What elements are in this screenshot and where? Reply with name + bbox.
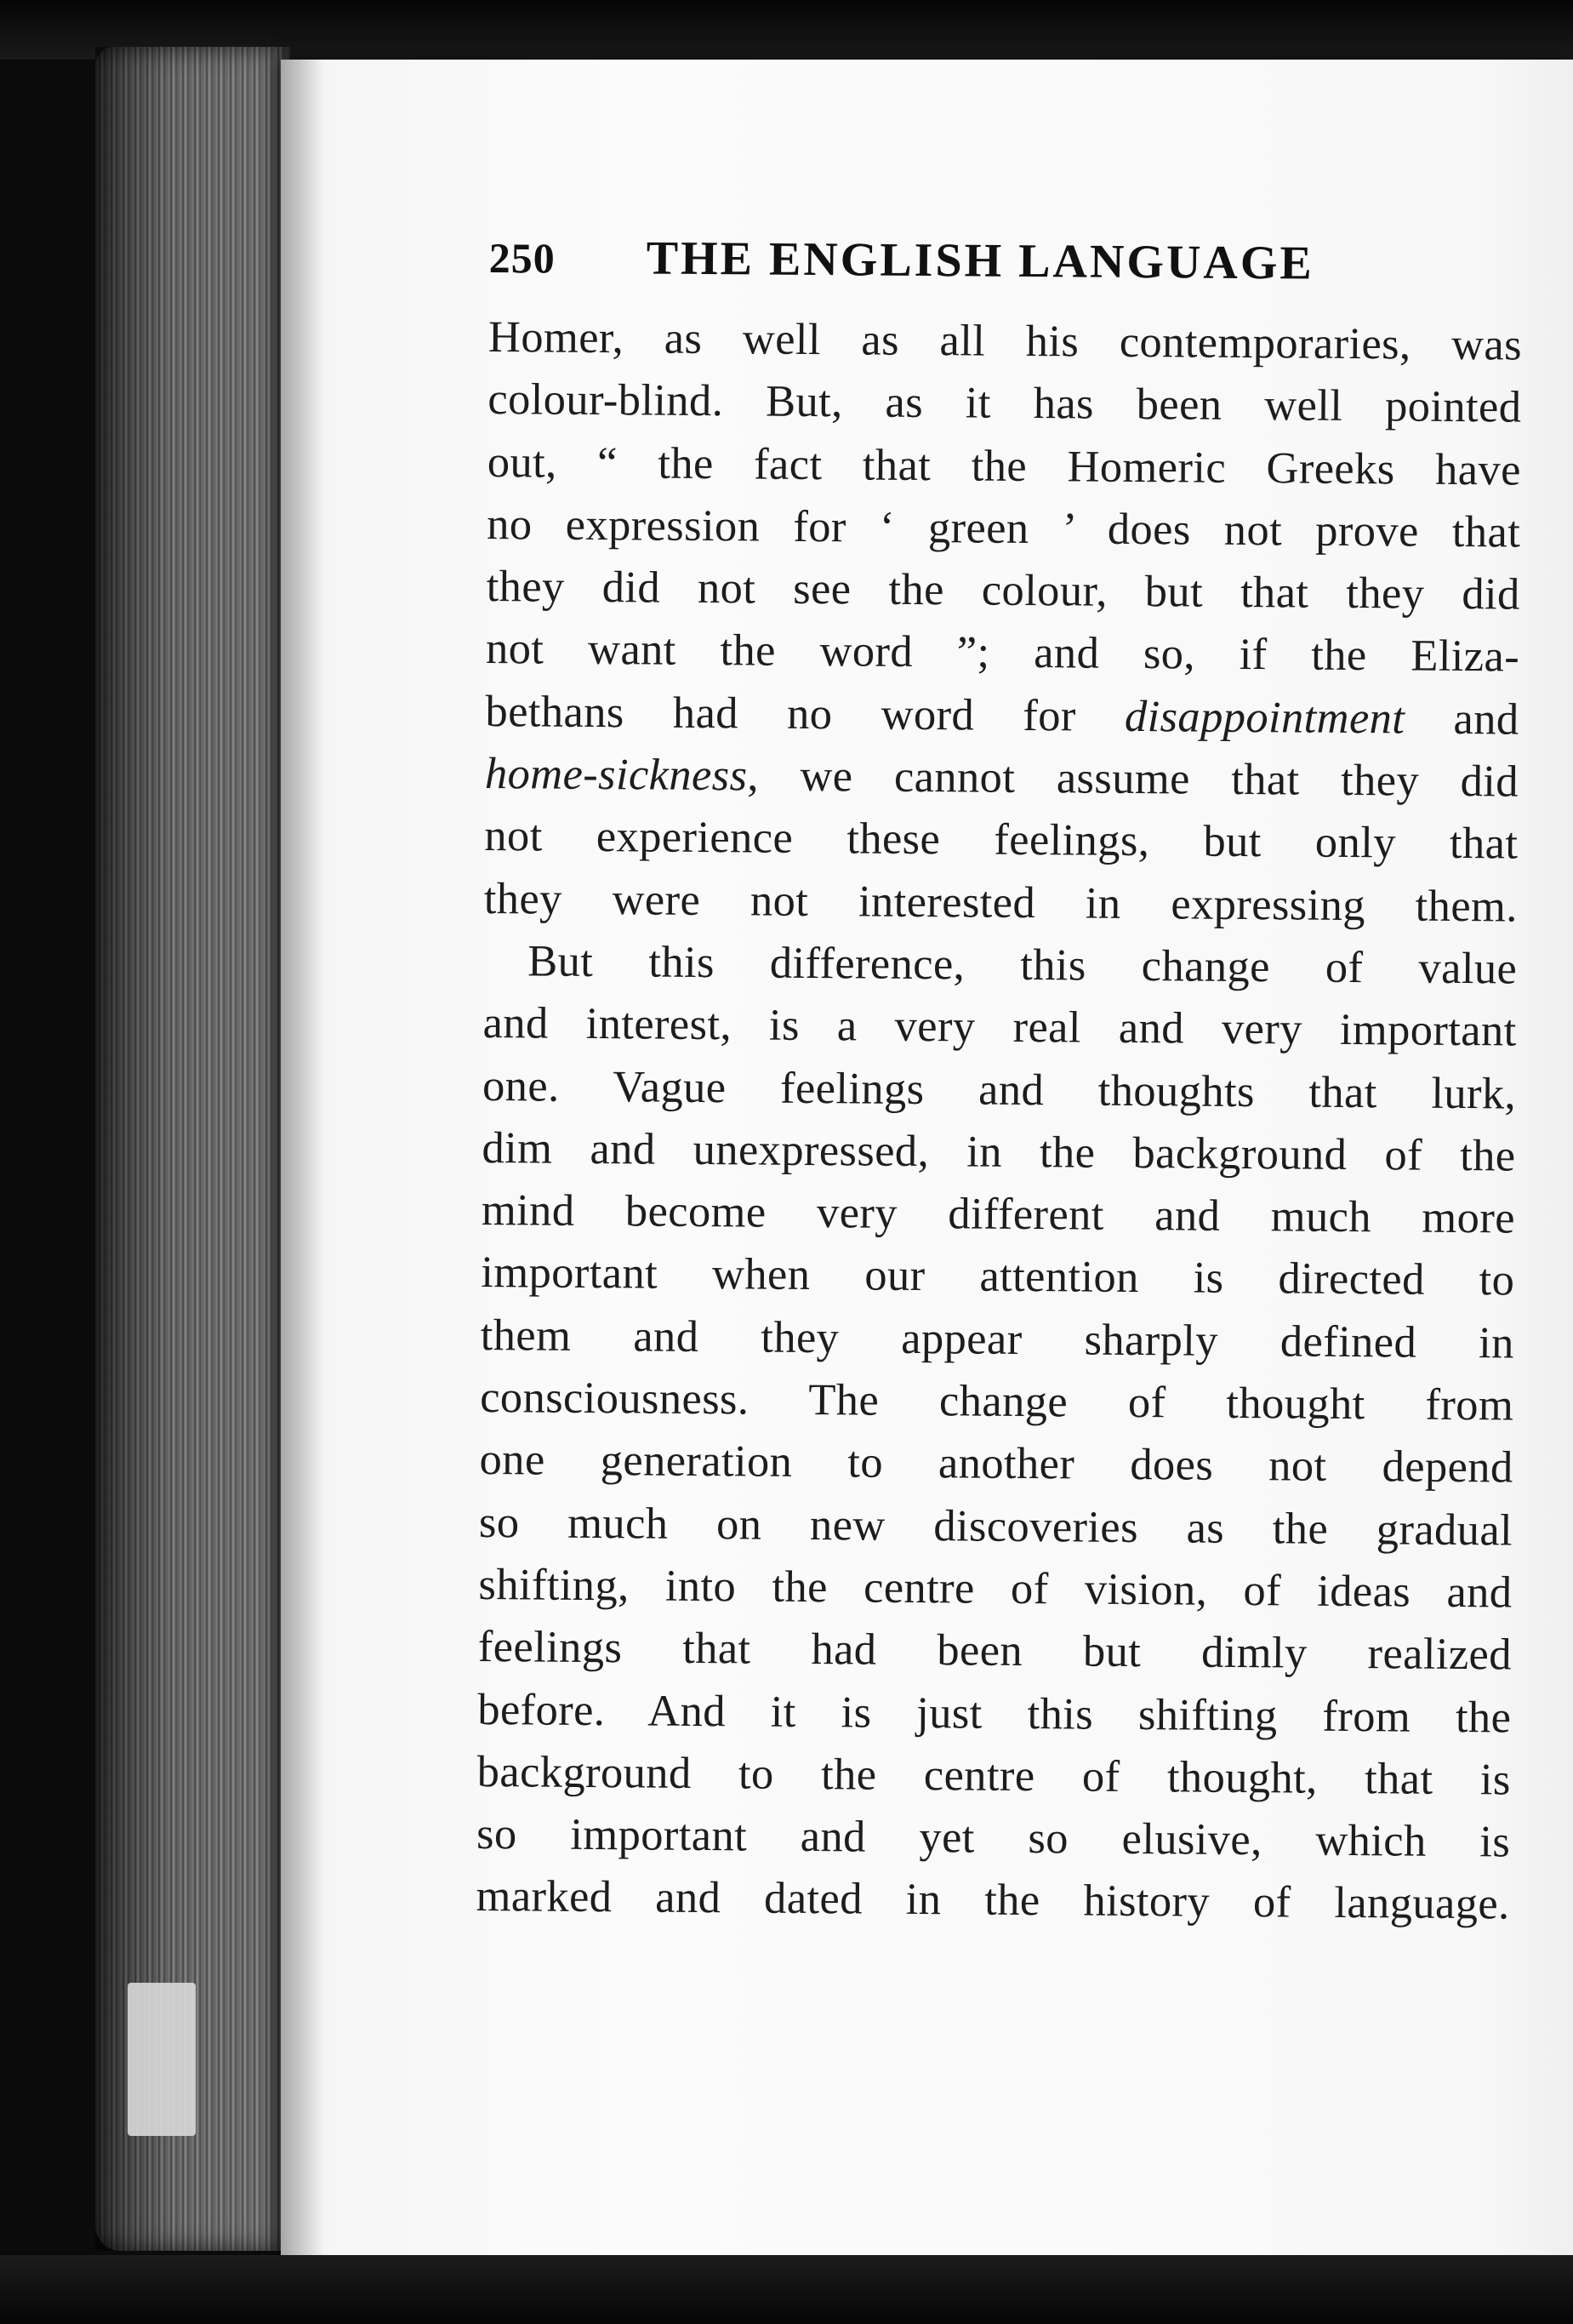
page-text-block xyxy=(476,230,1523,1936)
text-line: feelings that had been but dimly realized xyxy=(477,1622,1513,1680)
paragraph-2 xyxy=(476,930,1517,1936)
paragraph-1 xyxy=(484,306,1523,938)
text-line: they did not see the colour, but that they did xyxy=(486,562,1520,620)
text-line: shifting, into the centre of vision, of ideas and xyxy=(478,1559,1513,1618)
text-line: out, “ the fact that the Homeric Greeks have xyxy=(487,437,1522,495)
text-line: not want the word ”; and so, if the Eliza- xyxy=(485,624,1520,682)
text-line: important when our attention is directed to xyxy=(481,1248,1515,1305)
gutter-shadow xyxy=(281,60,323,2255)
book-page-edges xyxy=(95,47,291,2251)
text-line: dim and unexpressed, in the background of the xyxy=(482,1122,1516,1181)
page-number: 250 xyxy=(488,233,556,283)
running-title: THE ENGLISH LANGUAGE xyxy=(646,231,1315,290)
text-line: so much on new discoveries as the gradual xyxy=(478,1497,1513,1556)
text-line: one generation to another does not depend xyxy=(479,1435,1513,1493)
text-line: so important and yet so elusive, which is xyxy=(476,1809,1511,1867)
italic-word: home-sickness xyxy=(484,749,748,801)
scan-bottom-border xyxy=(0,2255,1573,2324)
text-line: consciousness. The change of thought from xyxy=(479,1373,1514,1430)
text-line: not experience these feelings, but only that xyxy=(484,811,1519,869)
text-line: they were not interested in expressing them. xyxy=(483,873,1519,932)
text-line: and interest, is a very real and very important xyxy=(482,998,1517,1056)
text-line: no expression for ‘ green ’ does not prove that xyxy=(487,499,1521,557)
text-line: But this difference, this change of value xyxy=(527,936,1518,994)
text-line: background to the centre of thought, that is xyxy=(476,1746,1511,1805)
text-line-with-italic: home-sickness, we cannot assume that they did xyxy=(484,749,1519,807)
running-head xyxy=(488,230,1523,315)
text-line-with-italic: bethans had no word for disappointment and xyxy=(485,686,1519,745)
text-line: colour-blind. But, as it has been well pointed xyxy=(487,374,1522,432)
text-line: marked and dated in the history of language. xyxy=(476,1871,1510,1929)
text-line: them and they appear sharply defined in xyxy=(480,1310,1514,1368)
text-line: one. Vague feelings and thoughts that lurk, xyxy=(482,1060,1517,1119)
italic-word: disappointment xyxy=(1124,691,1405,744)
text-line: mind become very different and much more xyxy=(481,1185,1516,1243)
text-line: before. And it is just this shifting from the xyxy=(477,1684,1512,1743)
text-line: Homer, as well as all his contemporaries, was xyxy=(487,311,1523,370)
page-edge-highlight xyxy=(128,1983,196,2136)
